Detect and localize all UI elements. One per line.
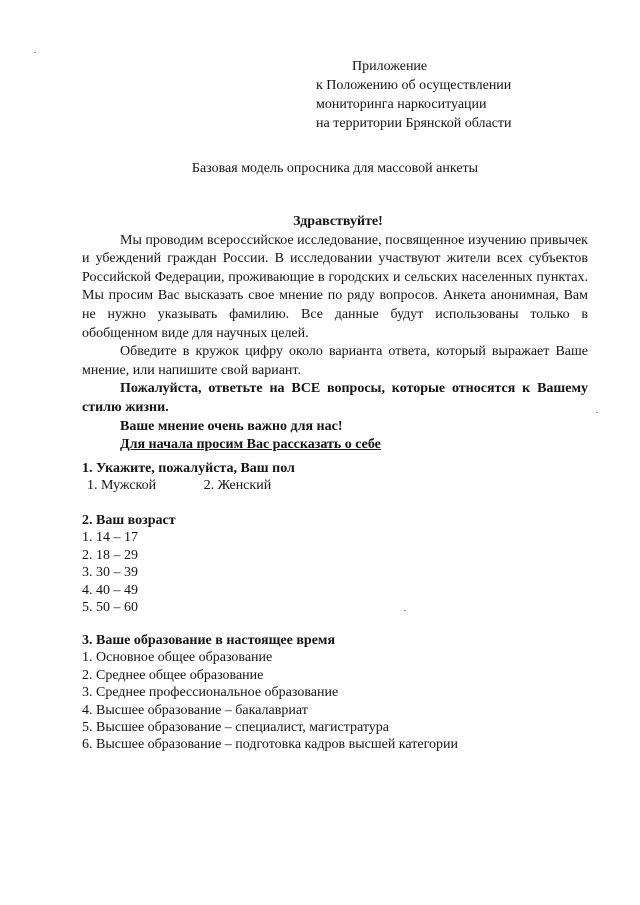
answer-option[interactable]: 5. Высшее образование – специалист, магистратура xyxy=(82,720,390,736)
answer-option[interactable]: 4. 40 – 49 xyxy=(82,582,138,598)
scan-speck xyxy=(596,412,598,413)
scan-speck xyxy=(404,610,406,611)
about-self-heading: Для начала просим Вас рассказать о себе xyxy=(120,437,381,453)
question-title: 3. Ваше образование в настоящее время xyxy=(82,633,336,648)
answer-option[interactable]: 1. Основное общее образование xyxy=(82,650,273,666)
answer-option[interactable]: 1. 14 – 17 xyxy=(82,530,138,546)
question-title: 2. Ваш возраст xyxy=(82,513,176,528)
greeting: Здравствуйте! xyxy=(293,214,383,229)
appendix-line: мониторинга наркоситуации xyxy=(316,97,487,112)
request-paragraph: Пожалуйста, ответьте на ВСЕ вопросы, которые относятся к Вашему стилю жизни. xyxy=(82,381,588,415)
answer-option[interactable]: 2. 18 – 29 xyxy=(82,547,138,563)
answer-option[interactable]: 2. Женский xyxy=(203,478,272,494)
instruction-paragraph: Обведите в кружок цифру около варианта ответа, который выражает Ваше мнение, или напишите свой вариант. xyxy=(82,344,588,378)
intro-section xyxy=(82,213,588,455)
answer-option[interactable]: 3. Среднее профессиональное образование xyxy=(82,685,339,701)
answer-option[interactable]: 2. Среднее общее образование xyxy=(82,667,264,683)
question-age xyxy=(82,512,176,616)
appendix-header xyxy=(316,57,512,133)
answer-option[interactable]: 6. Высшее образование – подготовка кадров высшей категории xyxy=(82,737,458,753)
intro-paragraph: Мы проводим всероссийское исследование, посвященное изучению привычек и убеждений граждан России. В исследовании участвуют жители всех субъектов Российской Федерации, проживающие в городских и сельских населенных пунктах. Мы просим Вас высказать свое мнение по ряду вопросов. Анкета анонимная, Вам не нужно указывать фамилию. Все данные будут использованы только в обобщенном виде для научных целей. xyxy=(82,232,588,341)
answer-option[interactable]: 1. Мужской xyxy=(87,478,157,494)
answer-options xyxy=(82,477,295,494)
scan-speck xyxy=(34,52,36,53)
answer-option[interactable]: 5. 50 – 60 xyxy=(82,600,138,616)
document-title: Базовая модель опросника для массовой анкеты xyxy=(191,161,479,176)
question-education xyxy=(82,632,458,754)
appendix-line: Приложение xyxy=(352,59,428,74)
appendix-line: на территории Брянской области xyxy=(316,116,512,131)
appendix-line: к Положению об осуществлении xyxy=(316,78,512,93)
important-note: Ваше мнение очень важно для нас! xyxy=(120,418,343,434)
question-sex xyxy=(82,460,295,495)
answer-option[interactable]: 4. Высшее образование – бакалавриат xyxy=(82,702,308,718)
answer-option[interactable]: 3. 30 – 39 xyxy=(82,565,138,581)
question-title: 1. Укажите, пожалуйста, Ваш пол xyxy=(82,461,295,476)
